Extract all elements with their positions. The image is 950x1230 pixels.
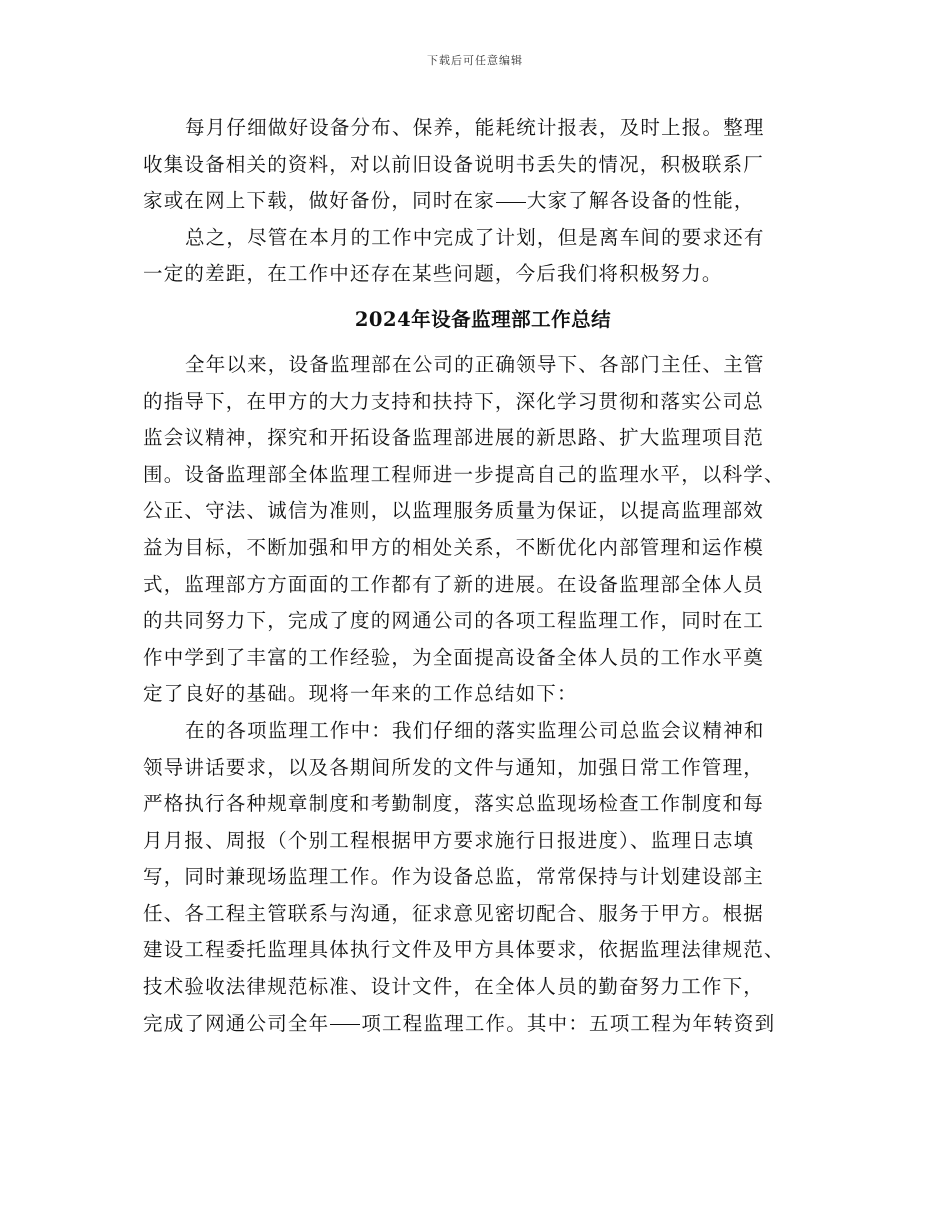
text-line: 写，同时兼现场监理工作。作为设备总监，常常保持与计划建设部主 bbox=[143, 865, 765, 889]
text-line: 式，监理部方方面面的工作都有了新的进展。在设备监理部全体人员 bbox=[143, 572, 765, 596]
paragraph-equipment-maintenance bbox=[143, 110, 823, 220]
text-line: 建设工程委托监理具体执行文件及甲方具体要求，依据监理法律规范、 bbox=[143, 938, 785, 962]
fill-in-blank bbox=[496, 201, 526, 203]
text-line bbox=[143, 183, 823, 220]
text-line bbox=[143, 1006, 823, 1043]
text-line: 定了良好的基础。现将一年来的工作总结如下： bbox=[143, 682, 578, 706]
paragraph-conclusion bbox=[143, 220, 823, 293]
text-line: 在的各项监理工作中：我们仔细的落实监理公司总监会议精神和 bbox=[185, 718, 765, 742]
text-line: 严格执行各种规章制度和考勤制度，落实总监现场检查工作制度和每 bbox=[143, 792, 765, 816]
paragraph-annual-overview bbox=[143, 347, 823, 713]
text-line: 作中学到了丰富的工作经验，为全面提高设备全体人员的工作水平奠 bbox=[143, 645, 765, 669]
section-title: 2024年设备监理部工作总结 bbox=[354, 307, 612, 331]
text-line: 益为目标，不断加强和甲方的相处关系，不断优化内部管理和运作模 bbox=[143, 535, 765, 559]
text-line: 监会议精神，探究和开拓设备监理部进展的新思路、扩大监理项目范 bbox=[143, 426, 765, 450]
document-body bbox=[143, 110, 823, 1042]
text-line: 的指导下，在甲方的大力支持和扶持下，深化学习贯彻和落实公司总 bbox=[143, 389, 765, 413]
text-line: 全年以来，设备监理部在公司的正确领导下、各部门主任、主管 bbox=[185, 352, 765, 376]
text-line: 每月仔细做好设备分布、保养，能耗统计报表，及时上报。整理 bbox=[185, 116, 765, 139]
text-line: 月月报、周报（个别工程根据甲方要求施行日报进度）、监理日志填 bbox=[143, 828, 755, 852]
paragraph-supervision-work bbox=[143, 713, 823, 1042]
fill-in-blank bbox=[330, 1023, 360, 1025]
text-line: 围。设备监理部全体监理工程师进一步提高自己的监理水平，以科学、 bbox=[143, 462, 785, 486]
text-segment: 大家了解各设备的性能， bbox=[526, 189, 755, 213]
text-line: 一定的差距，在工作中还存在某些问题，今后我们将积极努力。 bbox=[143, 262, 723, 286]
text-segment: 家或在网上下载，做好备份，同时在家 bbox=[143, 189, 495, 213]
text-line: 任、各工程主管联系与沟通，征求意见密切配合、服务于甲方。根据 bbox=[143, 901, 765, 925]
text-line: 总之，尽管在本月的工作中完成了计划，但是离车间的要求还有 bbox=[185, 225, 765, 249]
text-line: 领导讲话要求，以及各期间所发的文件与通知，加强日常工作管理， bbox=[143, 755, 765, 779]
text-line: 公正、守法、诚信为准则，以监理服务质量为保证，以提高监理部效 bbox=[143, 499, 765, 523]
text-segment: 项工程监理工作。其中：五项工程为年转资到 bbox=[361, 1011, 776, 1035]
text-line: 技术验收法律规范标准、设计文件，在全体人员的勤奋努力工作下， bbox=[143, 975, 765, 999]
text-line: 的共同努力下，完成了度的网通公司的各项工程监理工作，同时在工 bbox=[143, 609, 765, 633]
page-header: 下载后可任意编辑 bbox=[427, 54, 523, 67]
text-segment: 完成了网通公司全年 bbox=[143, 1011, 330, 1035]
text-line: 收集设备相关的资料，对以前旧设备说明书丢失的情况，积极联系厂 bbox=[143, 152, 765, 176]
